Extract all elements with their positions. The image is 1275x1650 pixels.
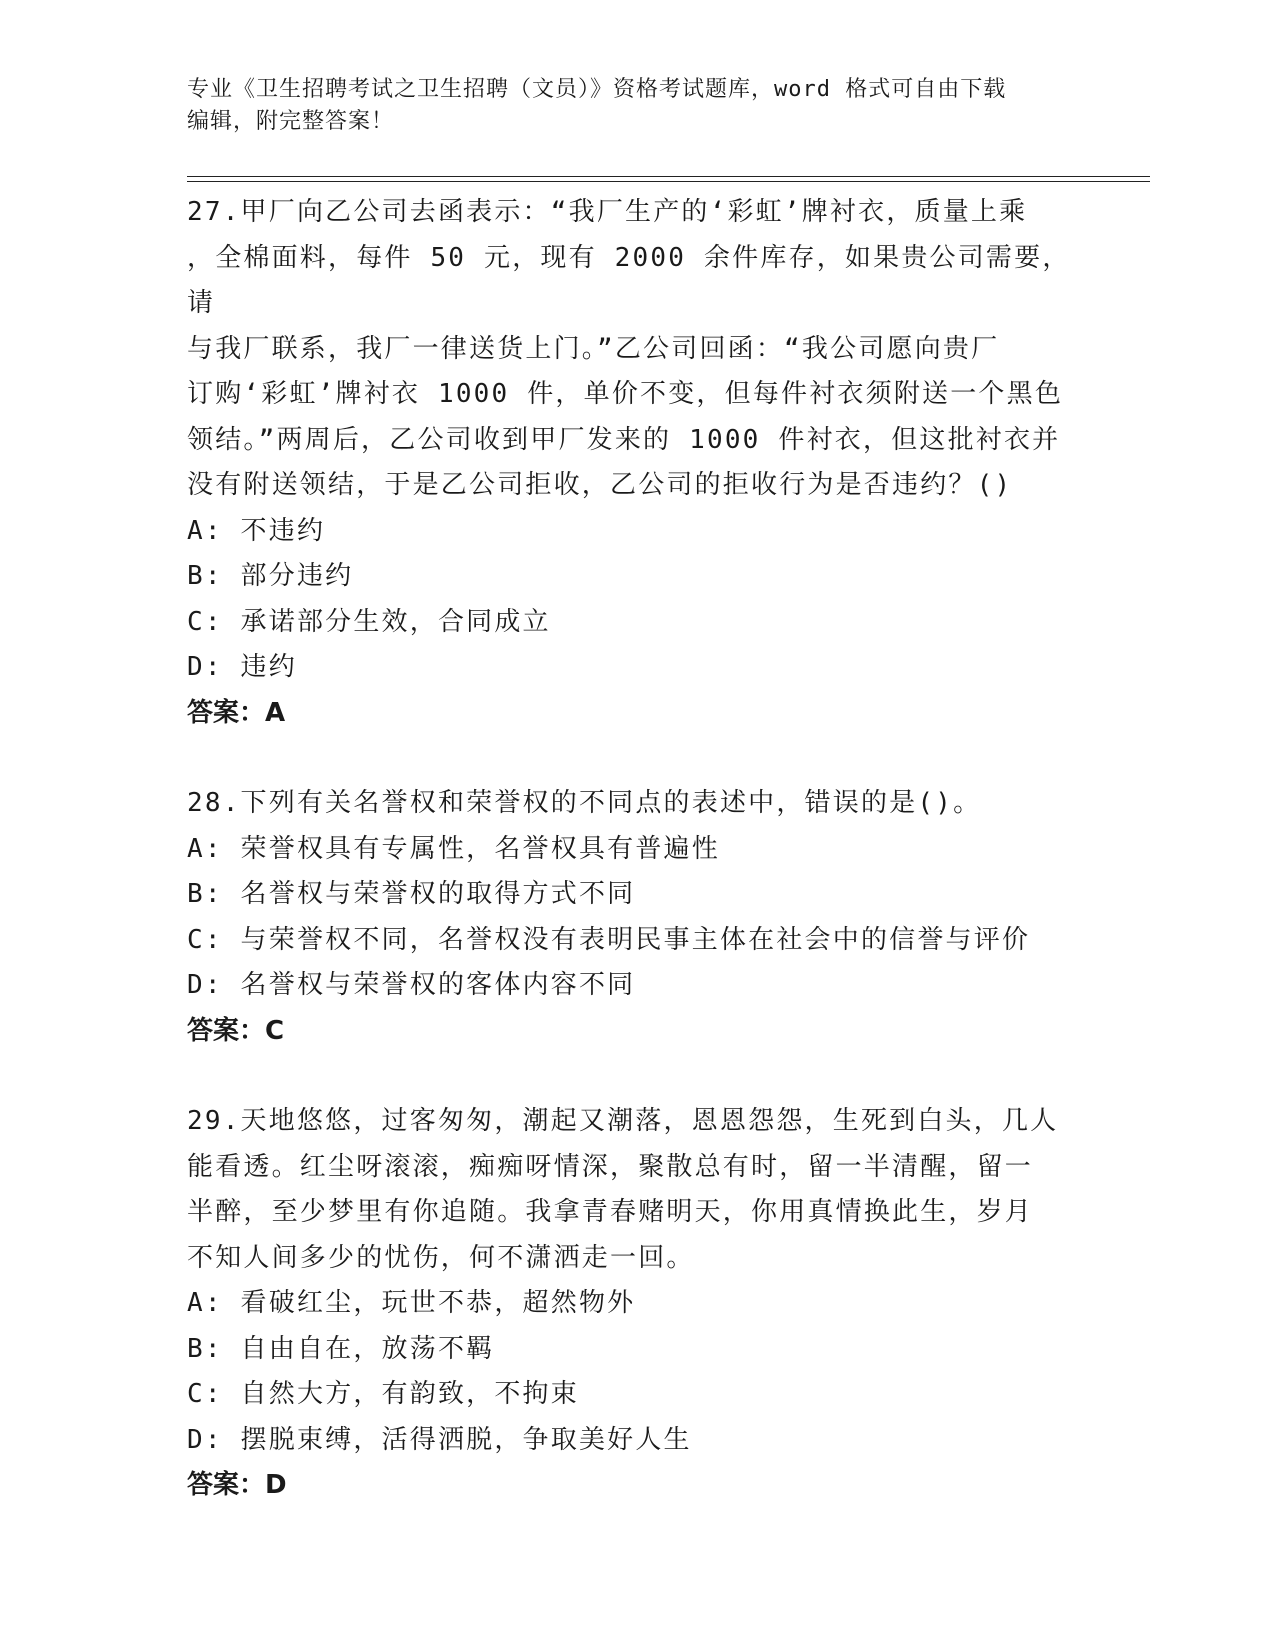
header-line-1: 专业《卫生招聘考试之卫生招聘（文员）》资格考试题库，word 格式可自由下载 bbox=[187, 77, 1007, 102]
option-a: A: 看破红尘，玩世不恭，超然物外 bbox=[187, 1288, 636, 1318]
question-text: 27.甲厂向乙公司去函表示：“我厂生产的‘彩虹’牌衬衣，质量上乘 bbox=[187, 197, 1028, 227]
question-27 bbox=[187, 190, 1087, 736]
option-b: B: 自由自在，放荡不羁 bbox=[187, 1333, 495, 1364]
question-text: 没有附送领结，于是乙公司拒收，乙公司的拒收行为是否违约？() bbox=[187, 470, 1013, 500]
option-a: A: 荣誉权具有专属性，名誉权具有普遍性 bbox=[187, 833, 720, 864]
question-29 bbox=[187, 1099, 1087, 1509]
option-d: D: 摆脱束缚，活得洒脱，争取美好人生 bbox=[187, 1424, 692, 1455]
option-c: C: 承诺部分生效，合同成立 bbox=[187, 606, 551, 637]
answer-label: 答案：C bbox=[187, 1015, 285, 1046]
question-text: 不知人间多少的忧伤，何不潇洒走一回。 bbox=[187, 1242, 695, 1273]
question-text: 订购‘彩虹’牌衬衣 1000 件，单价不变，但每件衬衣须附送一个黑色 bbox=[187, 379, 1064, 409]
question-text: 能看透。红尘呀滚滚，痴痴呀情深，聚散总有时，留一半清醒，留一 bbox=[187, 1151, 1034, 1182]
question-text: 28.下列有关名誉权和荣誉权的不同点的表述中，错误的是()。 bbox=[187, 788, 982, 818]
header-line-2: 编辑，附完整答案！ bbox=[187, 109, 395, 134]
document-header bbox=[187, 74, 1087, 138]
option-d: D: 违约 bbox=[187, 652, 297, 682]
question-spacer bbox=[187, 1054, 1087, 1099]
question-text: 29.天地悠悠，过客匆匆，潮起又潮落，恩恩怨怨，生死到白头，几人 bbox=[187, 1106, 1059, 1136]
option-b: B: 部分违约 bbox=[187, 561, 354, 591]
option-a: A: 不违约 bbox=[187, 515, 326, 546]
question-text: 半醉，至少梦里有你追随。我拿青春赌明天，你用真情换此生，岁月 bbox=[187, 1197, 1034, 1227]
answer-label: 答案：D bbox=[187, 1470, 287, 1500]
header-divider-top bbox=[187, 176, 1150, 177]
option-c: C: 与荣誉权不同，名誉权没有表明民事主体在社会中的信誉与评价 bbox=[187, 924, 1031, 955]
answer-label: 答案：A bbox=[187, 697, 286, 728]
question-list bbox=[187, 190, 1087, 1509]
question-text: 与我厂联系，我厂一律送货上门。”乙公司回函：“我公司愿向贵厂 bbox=[187, 333, 1000, 364]
option-b: B: 名誉权与荣誉权的取得方式不同 bbox=[187, 879, 636, 909]
header-divider-bottom bbox=[187, 181, 1150, 182]
question-spacer bbox=[187, 736, 1087, 781]
question-text: ，全棉面料，每件 50 元，现有 2000 余件库存，如果贵公司需要，请 bbox=[187, 242, 1071, 318]
question-text: 领结。”两周后，乙公司收到甲厂发来的 1000 件衬衣，但这批衬衣并 bbox=[187, 424, 1061, 455]
option-d: D: 名誉权与荣誉权的客体内容不同 bbox=[187, 970, 636, 1000]
option-c: C: 自然大方，有韵致，不拘束 bbox=[187, 1379, 579, 1409]
question-28 bbox=[187, 781, 1087, 1054]
